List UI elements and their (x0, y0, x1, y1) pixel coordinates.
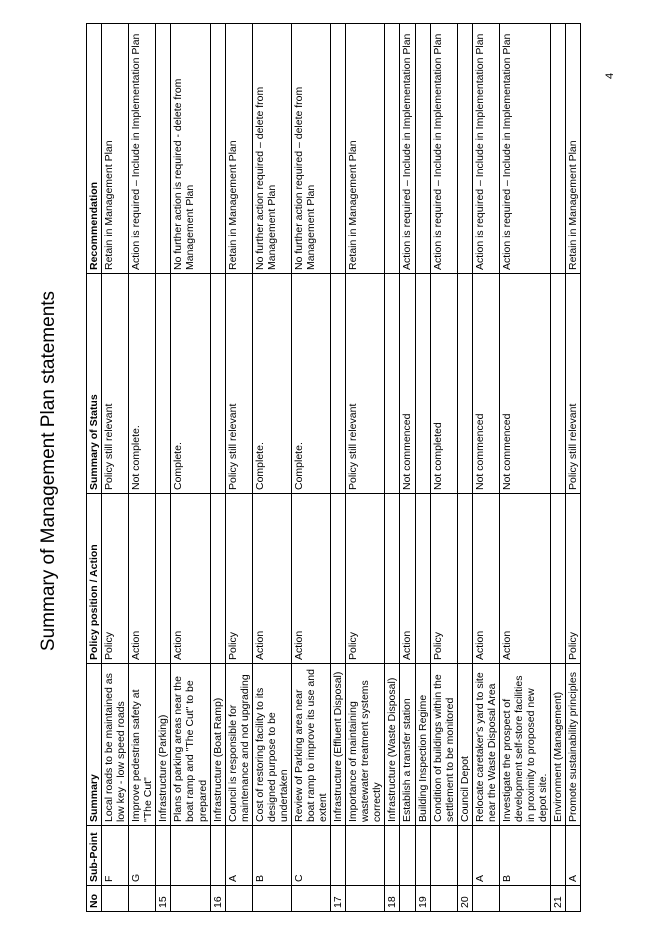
table-cell: Investigate the prospect of development self-store facilities in proximity to proposed new depot site. (499, 664, 550, 826)
table-cell: Infrastructure (Boat Ramp) (210, 664, 225, 826)
table-cell: A (566, 826, 581, 886)
table-cell (551, 24, 566, 274)
table-cell (171, 886, 210, 912)
table-cell (415, 274, 430, 494)
table-cell: Retain in Management Plan (225, 24, 252, 274)
table-cell: Environment (Management) (551, 664, 566, 826)
table-cell: Policy (430, 494, 457, 664)
table-cell: Complete. (252, 274, 291, 494)
table-cell: Policy still relevant (225, 274, 252, 494)
table-cell: Action is required – Include in Implementation Plan (499, 24, 550, 274)
table-cell: Policy still relevant (566, 274, 581, 494)
table-cell: Council Depot (457, 664, 472, 826)
table-cell: Action is required – Include in Implementation Plan (472, 24, 499, 274)
table-cell: Action (472, 494, 499, 664)
column-header: Sub-Point (87, 826, 102, 886)
table-cell: Policy still relevant (102, 274, 129, 494)
table-cell: Not completed (430, 274, 457, 494)
table-cell: Action (129, 494, 156, 664)
table-cell (385, 24, 400, 274)
table-cell: Action is required – Include in Implementation Plan (430, 24, 457, 274)
table-cell: Importance of maintaining wastewater treatment systems correctly (346, 664, 385, 826)
table-cell: Retain in Management Plan (102, 24, 129, 274)
table-cell: Policy (225, 494, 252, 664)
section-row (415, 24, 430, 912)
table-cell: 16 (210, 886, 225, 912)
table-cell: No further action required – delete from Management Plan (291, 24, 330, 274)
table-header-row (87, 24, 102, 912)
column-header: Summary (87, 664, 102, 826)
table-cell (252, 886, 291, 912)
table-cell: 19 (415, 886, 430, 912)
table-cell (566, 886, 581, 912)
table-cell: Local roads to be maintained as low key - low speed roads (102, 664, 129, 826)
table-cell (210, 274, 225, 494)
table-row (346, 24, 385, 912)
table-cell: Building Inspection Regime (415, 664, 430, 826)
table-cell (415, 24, 430, 274)
table-cell: Infrastructure (Waste Disposal) (385, 664, 400, 826)
table-cell (331, 826, 346, 886)
table-row (102, 24, 129, 912)
table-cell: 18 (385, 886, 400, 912)
table-body (102, 24, 581, 912)
table-cell: Action (291, 494, 330, 664)
table-cell: Review of Parking area near boat ramp to improve its use and extent (291, 664, 330, 826)
table-cell (457, 274, 472, 494)
table-cell (551, 494, 566, 664)
table-cell: C (291, 826, 330, 886)
table-cell: Not complete. (129, 274, 156, 494)
table-cell: Action (499, 494, 550, 664)
table-cell (457, 24, 472, 274)
page-number: 4 (604, 72, 616, 79)
table-row (430, 24, 457, 912)
section-row (551, 24, 566, 912)
table-cell (156, 494, 171, 664)
table-cell: Action is required – Include in Implementation Plan (400, 24, 415, 274)
table-row (252, 24, 291, 912)
table-cell: Condition of buildings within the settlement to be monitored (430, 664, 457, 826)
table-row (400, 24, 415, 912)
table-cell (415, 494, 430, 664)
table-cell (430, 826, 457, 886)
table-cell (210, 24, 225, 274)
table-cell: Infrastructure (Effluent Disposal) (331, 664, 346, 826)
table-cell (385, 494, 400, 664)
table-cell: 21 (551, 886, 566, 912)
table-cell (346, 826, 385, 886)
table-cell (156, 274, 171, 494)
table-cell: 20 (457, 886, 472, 912)
table-cell (457, 494, 472, 664)
table-cell: Retain in Management Plan (346, 24, 385, 274)
table-row (129, 24, 156, 912)
table-row (291, 24, 330, 912)
management-plan-table (86, 23, 581, 912)
table-cell: G (129, 826, 156, 886)
table-cell (129, 886, 156, 912)
table-cell: Retain in Management Plan (566, 24, 581, 274)
table-cell: Action is required – Include in Implementation Plan (129, 24, 156, 274)
table-cell (430, 886, 457, 912)
column-header: Policy position / Action (87, 494, 102, 664)
table-cell: B (252, 826, 291, 886)
table-cell: Council is responsible for maintenance and not upgrading (225, 664, 252, 826)
table-cell (385, 826, 400, 886)
table-cell (551, 826, 566, 886)
table-cell: Improve pedestrian safety at "The Cut" (129, 664, 156, 826)
table-cell (472, 886, 499, 912)
table-cell: A (225, 826, 252, 886)
table-cell: 17 (331, 886, 346, 912)
table-cell: Not commenced (499, 274, 550, 494)
table-cell (499, 886, 550, 912)
table-cell (171, 826, 210, 886)
table-cell: Action (171, 494, 210, 664)
table-cell (225, 886, 252, 912)
table-cell (400, 886, 415, 912)
table-cell: Establish a transfer station (400, 664, 415, 826)
table-cell (457, 826, 472, 886)
column-header: Recommendation (87, 24, 102, 274)
table-cell: Infrastructure (Parking) (156, 664, 171, 826)
section-row (156, 24, 171, 912)
table-cell (156, 826, 171, 886)
table-row (171, 24, 210, 912)
table-cell (331, 274, 346, 494)
table-cell: No further action is required - delete from Management Plan (171, 24, 210, 274)
table-cell: Action (400, 494, 415, 664)
table-cell (102, 886, 129, 912)
table-cell (156, 24, 171, 274)
table-cell: Policy (102, 494, 129, 664)
section-row (210, 24, 225, 912)
column-header: Summary of Status (87, 274, 102, 494)
table-cell: 15 (156, 886, 171, 912)
table-cell (400, 826, 415, 886)
table-cell (331, 494, 346, 664)
table-cell: Not commenced (472, 274, 499, 494)
table-cell: Relocate caretaker's yard to site near the Waste Disposal Area (472, 664, 499, 826)
table-cell: Plans of parking areas near the boat ramp and "The Cut" to be prepared (171, 664, 210, 826)
table-cell (331, 24, 346, 274)
table-cell (291, 886, 330, 912)
table-row (566, 24, 581, 912)
table-cell (346, 886, 385, 912)
section-row (385, 24, 400, 912)
table-cell: Not commenced (400, 274, 415, 494)
table-cell: Policy (566, 494, 581, 664)
table-cell: A (472, 826, 499, 886)
column-header: No (87, 886, 102, 912)
table-cell (385, 274, 400, 494)
table-cell: Action (252, 494, 291, 664)
table-cell: Complete. (171, 274, 210, 494)
table-cell: Cost of restoring facility to its designed purpose to be undertaken (252, 664, 291, 826)
table-row (472, 24, 499, 912)
section-row (457, 24, 472, 912)
table-cell: B (499, 826, 550, 886)
table-cell: Complete. (291, 274, 330, 494)
table-cell (210, 826, 225, 886)
table-cell: Policy (346, 494, 385, 664)
table-cell: No further action required – delete from Management Plan (252, 24, 291, 274)
table-cell: Policy still relevant (346, 274, 385, 494)
page-title: Summary of Management Plan statements (38, 290, 59, 652)
table-row (225, 24, 252, 912)
table-cell (551, 274, 566, 494)
table-cell: F (102, 826, 129, 886)
table-cell (415, 826, 430, 886)
table-cell (210, 494, 225, 664)
table-cell: Promote sustainability principles (566, 664, 581, 826)
table-row (499, 24, 550, 912)
section-row (331, 24, 346, 912)
